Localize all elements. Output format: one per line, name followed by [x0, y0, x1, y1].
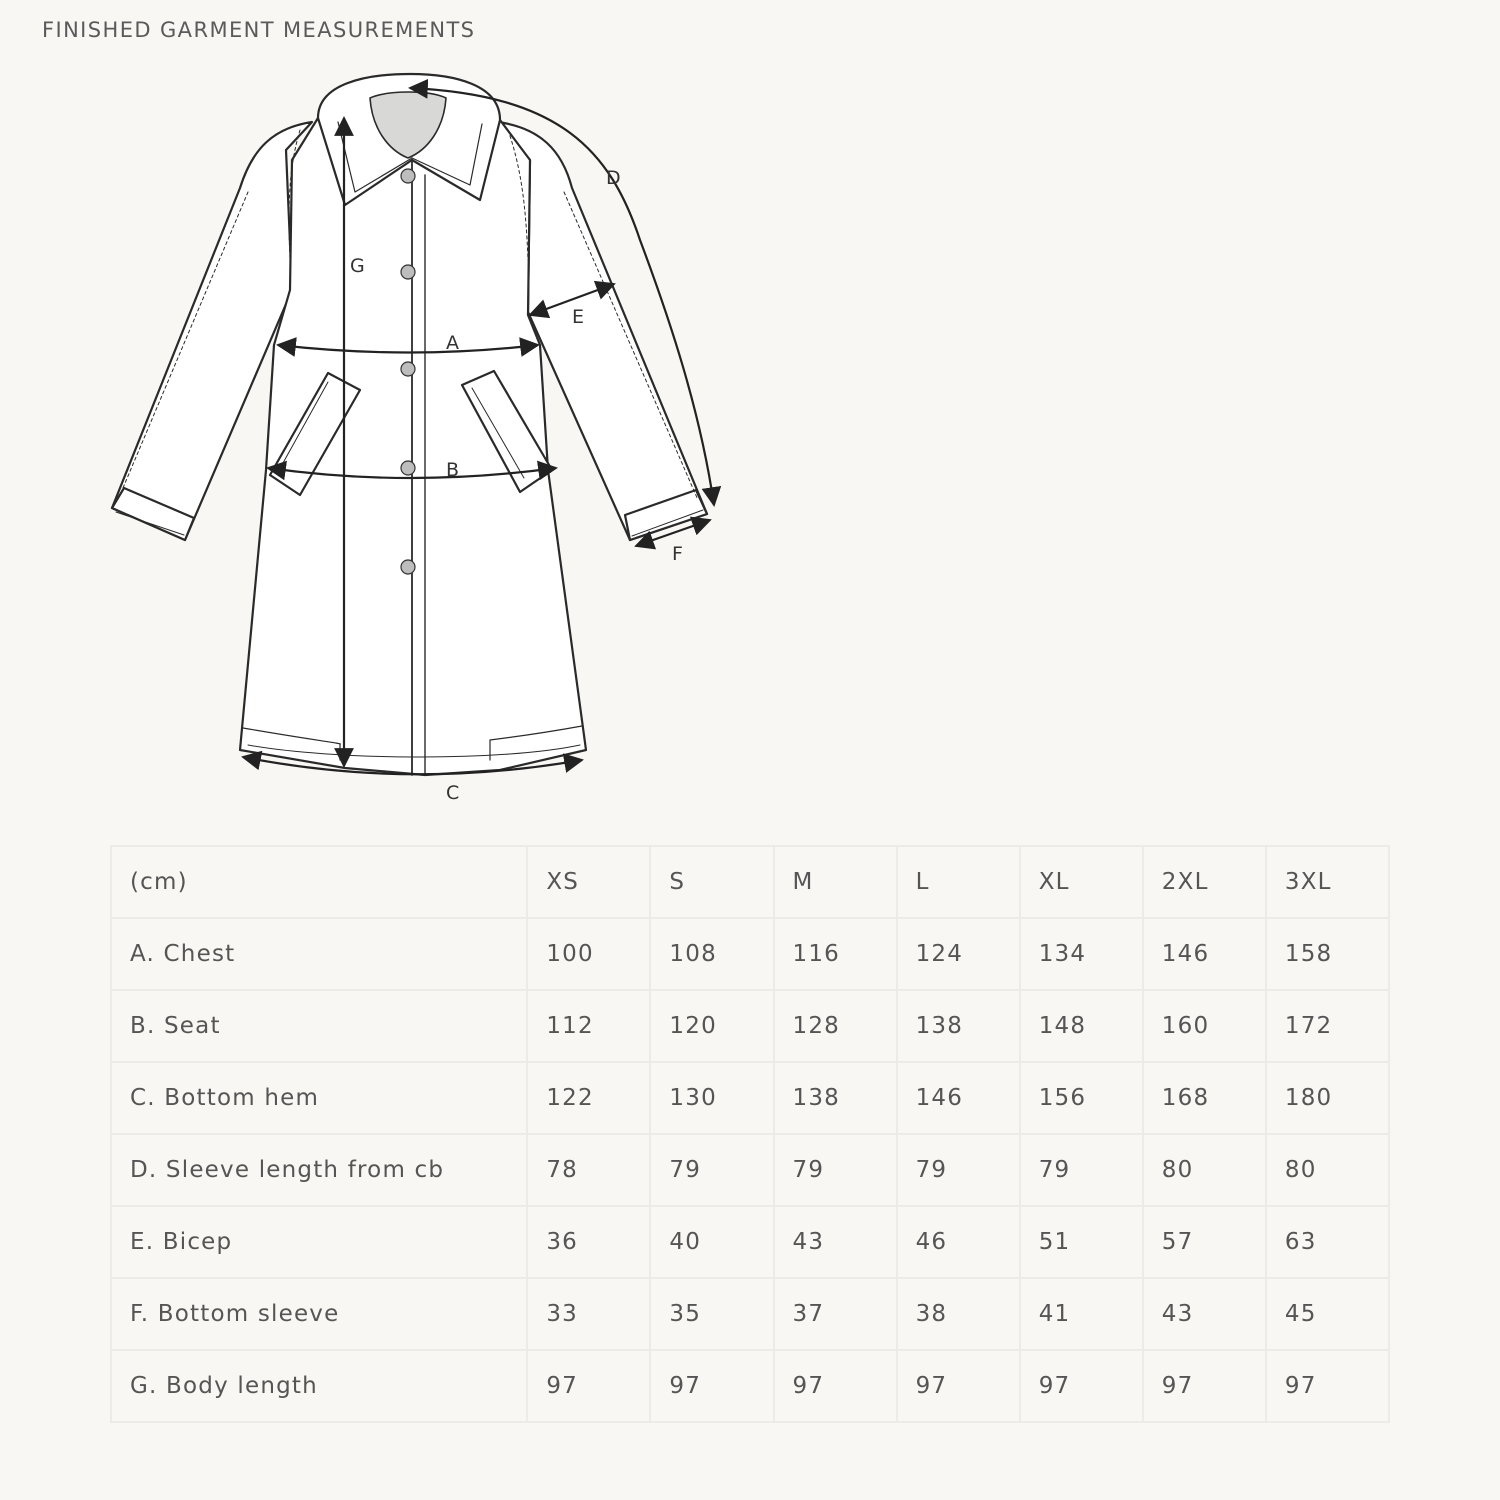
cell-value: 108: [650, 918, 773, 990]
cell-value: 97: [1143, 1350, 1266, 1422]
cell-value: 80: [1143, 1134, 1266, 1206]
cell-value: 80: [1266, 1134, 1389, 1206]
cell-value: 97: [650, 1350, 773, 1422]
measurement-table: [110, 845, 1390, 1423]
cell-value: 43: [1143, 1278, 1266, 1350]
label-f: F: [672, 543, 683, 565]
cell-value: 148: [1020, 990, 1143, 1062]
size-header-xl: XL: [1020, 846, 1143, 918]
table-row: [111, 1350, 1389, 1422]
cell-value: 51: [1020, 1206, 1143, 1278]
cell-value: 180: [1266, 1062, 1389, 1134]
label-d: D: [606, 167, 621, 189]
label-e: E: [572, 306, 585, 328]
cell-value: 120: [650, 990, 773, 1062]
cell-value: 158: [1266, 918, 1389, 990]
label-a: A: [446, 332, 459, 354]
cell-value: 97: [897, 1350, 1020, 1422]
cell-value: 160: [1143, 990, 1266, 1062]
cell-value: 168: [1143, 1062, 1266, 1134]
size-header-l: L: [897, 846, 1020, 918]
label-c: C: [446, 782, 460, 804]
table-row: [111, 1206, 1389, 1278]
cell-value: 138: [774, 1062, 897, 1134]
cell-value: 45: [1266, 1278, 1389, 1350]
label-b: B: [446, 459, 460, 481]
cell-value: 156: [1020, 1062, 1143, 1134]
cell-value: 79: [897, 1134, 1020, 1206]
cell-value: 78: [527, 1134, 650, 1206]
cell-value: 146: [897, 1062, 1020, 1134]
cell-value: 79: [650, 1134, 773, 1206]
cell-value: 146: [1143, 918, 1266, 990]
cell-value: 172: [1266, 990, 1389, 1062]
cell-value: 97: [527, 1350, 650, 1422]
cell-value: 138: [897, 990, 1020, 1062]
size-header-s: S: [650, 846, 773, 918]
cell-value: 100: [527, 918, 650, 990]
unit-header: (cm): [111, 846, 527, 918]
size-header-3xl: 3XL: [1266, 846, 1389, 918]
row-label: B. Seat: [111, 990, 527, 1062]
cell-value: 57: [1143, 1206, 1266, 1278]
size-header-2xl: 2XL: [1143, 846, 1266, 918]
cell-value: 97: [1020, 1350, 1143, 1422]
table-row: [111, 918, 1389, 990]
size-header-xs: XS: [527, 846, 650, 918]
cell-value: 33: [527, 1278, 650, 1350]
cell-value: 38: [897, 1278, 1020, 1350]
cell-value: 36: [527, 1206, 650, 1278]
table-row: [111, 1134, 1389, 1206]
row-label: C. Bottom hem: [111, 1062, 527, 1134]
label-g: G: [350, 255, 365, 277]
cell-value: 134: [1020, 918, 1143, 990]
page-title: FINISHED GARMENT MEASUREMENTS: [42, 18, 476, 42]
cell-value: 35: [650, 1278, 773, 1350]
cell-value: 124: [897, 918, 1020, 990]
cell-value: 122: [527, 1062, 650, 1134]
table-row: [111, 990, 1389, 1062]
table-row: [111, 1062, 1389, 1134]
cell-value: 130: [650, 1062, 773, 1134]
cell-value: 97: [774, 1350, 897, 1422]
cell-value: 40: [650, 1206, 773, 1278]
cell-value: 79: [1020, 1134, 1143, 1206]
cell-value: 112: [527, 990, 650, 1062]
cell-value: 43: [774, 1206, 897, 1278]
cell-value: 37: [774, 1278, 897, 1350]
row-label: G. Body length: [111, 1350, 527, 1422]
cell-value: 46: [897, 1206, 1020, 1278]
coat-diagram: [0, 0, 800, 820]
cell-value: 79: [774, 1134, 897, 1206]
cell-value: 41: [1020, 1278, 1143, 1350]
table-row: [111, 1278, 1389, 1350]
table-header-row: [111, 846, 1389, 918]
row-label: A. Chest: [111, 918, 527, 990]
cell-value: 128: [774, 990, 897, 1062]
row-label: D. Sleeve length from cb: [111, 1134, 527, 1206]
cell-value: 63: [1266, 1206, 1389, 1278]
cell-value: 116: [774, 918, 897, 990]
row-label: F. Bottom sleeve: [111, 1278, 527, 1350]
size-header-m: M: [774, 846, 897, 918]
cell-value: 97: [1266, 1350, 1389, 1422]
row-label: E. Bicep: [111, 1206, 527, 1278]
